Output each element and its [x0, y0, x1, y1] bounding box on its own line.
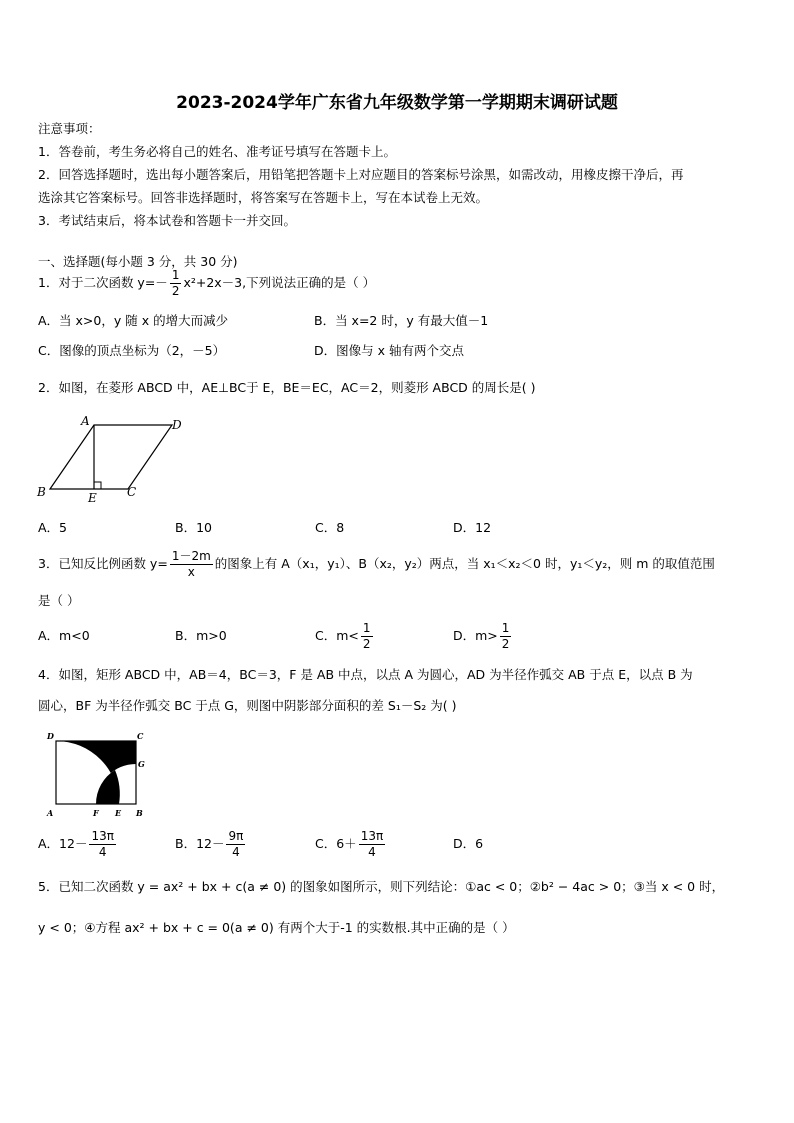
- question-5-line1: 5．已知二次函数 y = ax² + bx + c(a ≠ 0) 的图象如图所示，则下列结论：①ac < 0；②b² − 4ac > 0；③当 x < 0 时，: [38, 879, 725, 894]
- q4-option-c-fraction: [359, 829, 386, 860]
- rhombus-abcd: [50, 425, 172, 489]
- q4-option-a-den: 4: [98, 845, 107, 859]
- q1-option-c: C．图像的顶点坐标为（2，－5）: [38, 343, 226, 358]
- q3-option-d-den: 2: [501, 637, 510, 651]
- q3-option-a-text: A．m<0: [38, 628, 90, 643]
- q3-frac-num: 1－2m: [171, 549, 211, 563]
- label-b: B: [136, 808, 143, 818]
- q3-post: 的图象上有 A（x₁，y₁）、B（x₂，y₂）两点，当 x₁＜x₂＜0 时，y₁＜y₂，则 m 的取值范围: [214, 556, 715, 571]
- q2-option-b: B．10: [175, 520, 212, 535]
- q1-option-b: B．当 x=2 时，y 有最大值－1: [314, 313, 489, 328]
- q4-option-d: [453, 826, 483, 862]
- q4-option-a-num: 13π: [91, 829, 114, 843]
- label-c: C: [127, 485, 137, 499]
- q1-frac-den: 2: [171, 284, 180, 298]
- shaded-region-s2: [96, 770, 120, 804]
- q3-option-d-num: 1: [501, 621, 510, 635]
- q1-option-a: A．当 x>0，y 随 x 的增大而减少: [38, 313, 229, 328]
- q3-option-b: [175, 618, 227, 654]
- label-g: G: [138, 759, 145, 769]
- q4-option-c: [315, 826, 387, 862]
- question-3-line2: 是（ ）: [38, 593, 80, 608]
- q1-post: x²+2x－3,下列说法正确的是（ ）: [183, 275, 376, 290]
- label-e: E: [88, 491, 97, 505]
- notice-item-3: 3．考试结束后，将本试卷和答题卡一并交回。: [38, 213, 296, 228]
- q3-option-c-den: 2: [362, 637, 371, 651]
- q4-option-b-text: B．12－: [175, 836, 225, 851]
- rhombus-figure: [34, 412, 194, 507]
- notice-heading: 注意事项：: [38, 121, 101, 136]
- question-5-line2: y < 0；④方程 ax² + bx + c = 0(a ≠ 0) 有两个大于-1 的实数根.其中正确的是（ ）: [38, 920, 515, 935]
- rectangle-arcs-figure: [44, 730, 154, 822]
- q2-option-d: D．12: [453, 520, 492, 535]
- q4-option-b-fraction: [226, 829, 245, 860]
- q3-option-b-text: B．m>0: [175, 628, 227, 643]
- q4-option-c-den: 4: [368, 845, 376, 859]
- q3-frac-den: x: [187, 565, 195, 579]
- q1-pre: 1．对于二次函数 y=－: [38, 275, 168, 290]
- q4-option-b: [175, 826, 247, 862]
- label-a: A: [47, 808, 54, 818]
- q4-option-a: [38, 826, 118, 862]
- q4-option-a-fraction: [89, 829, 116, 860]
- question-3-stem: [38, 546, 715, 582]
- q3-option-d-text: D．m>: [453, 628, 498, 643]
- q4-option-b-den: 4: [232, 845, 240, 859]
- page-title: 2023-2024学年广东省九年级数学第一学期期末调研试题: [176, 93, 618, 113]
- notice-item-1: 1．答卷前，考生务必将自己的姓名、准考证号填写在答题卡上。: [38, 144, 396, 159]
- question-4-line1: 4．如图，矩形 ABCD 中，AB＝4，BC＝3，F 是 AB 中点，以点 A 为圆心，AD 为半径作弧交 AB 于点 E，以点 B 为: [38, 667, 693, 682]
- q4-option-c-num: 13π: [360, 829, 384, 843]
- q3-option-c-num: 1: [362, 621, 371, 635]
- q3-option-c-fraction: [361, 621, 373, 652]
- question-4-line2: 圆心，BF 为半径作弧交 BC 于点 G，则图中阴影部分面积的差 S₁－S₂ 为( ): [38, 698, 457, 713]
- label-f: F: [93, 808, 99, 818]
- question-1-stem: [38, 266, 375, 300]
- q3-option-c: [315, 618, 375, 654]
- label-b: B: [37, 485, 46, 499]
- q1-option-d: D．图像与 x 轴有两个交点: [314, 343, 464, 358]
- q2-option-a: A．5: [38, 520, 68, 535]
- q4-option-a-text: A．12－: [38, 836, 88, 851]
- q1-frac-num: 1: [171, 268, 180, 282]
- q3-option-d-fraction: [500, 621, 512, 652]
- section-heading: 一、选择题(每小题 3 分，共 30 分): [38, 254, 238, 269]
- notice-item-2-cont: 选涂其它答案标号。回答非选择题时，将答案写在答题卡上，写在本试卷上无效。: [38, 190, 489, 205]
- label-d: D: [47, 731, 54, 741]
- q3-option-d: [453, 618, 513, 654]
- q4-option-c-text: C．6＋: [315, 836, 357, 851]
- question-2-stem: 2．如图，在菱形 ABCD 中，AE⊥BC于 E，BE＝EC，AC＝2，则菱形 ABCD 的周长是( ): [38, 380, 536, 395]
- q3-option-c-text: C．m<: [315, 628, 359, 643]
- notice-item-2: 2．回答选择题时，选出每小题答案后，用铅笔把答题卡上对应题目的答案标号涂黑，如需改动，用橡皮擦干净后，再: [38, 167, 684, 182]
- q3-pre: 3．已知反比例函数 y=: [38, 556, 168, 571]
- q4-option-b-num: 9π: [228, 829, 244, 843]
- label-c: C: [137, 731, 144, 741]
- q3-option-a: [38, 618, 90, 654]
- label-e: E: [115, 808, 122, 818]
- q3-fraction: [170, 549, 213, 580]
- right-angle-mark: [94, 482, 101, 489]
- label-d: D: [172, 418, 182, 432]
- q4-option-d-text: D．6: [453, 836, 484, 851]
- q1-fraction: [170, 268, 182, 299]
- q2-option-c: C．8: [315, 520, 345, 535]
- label-a: A: [81, 414, 90, 428]
